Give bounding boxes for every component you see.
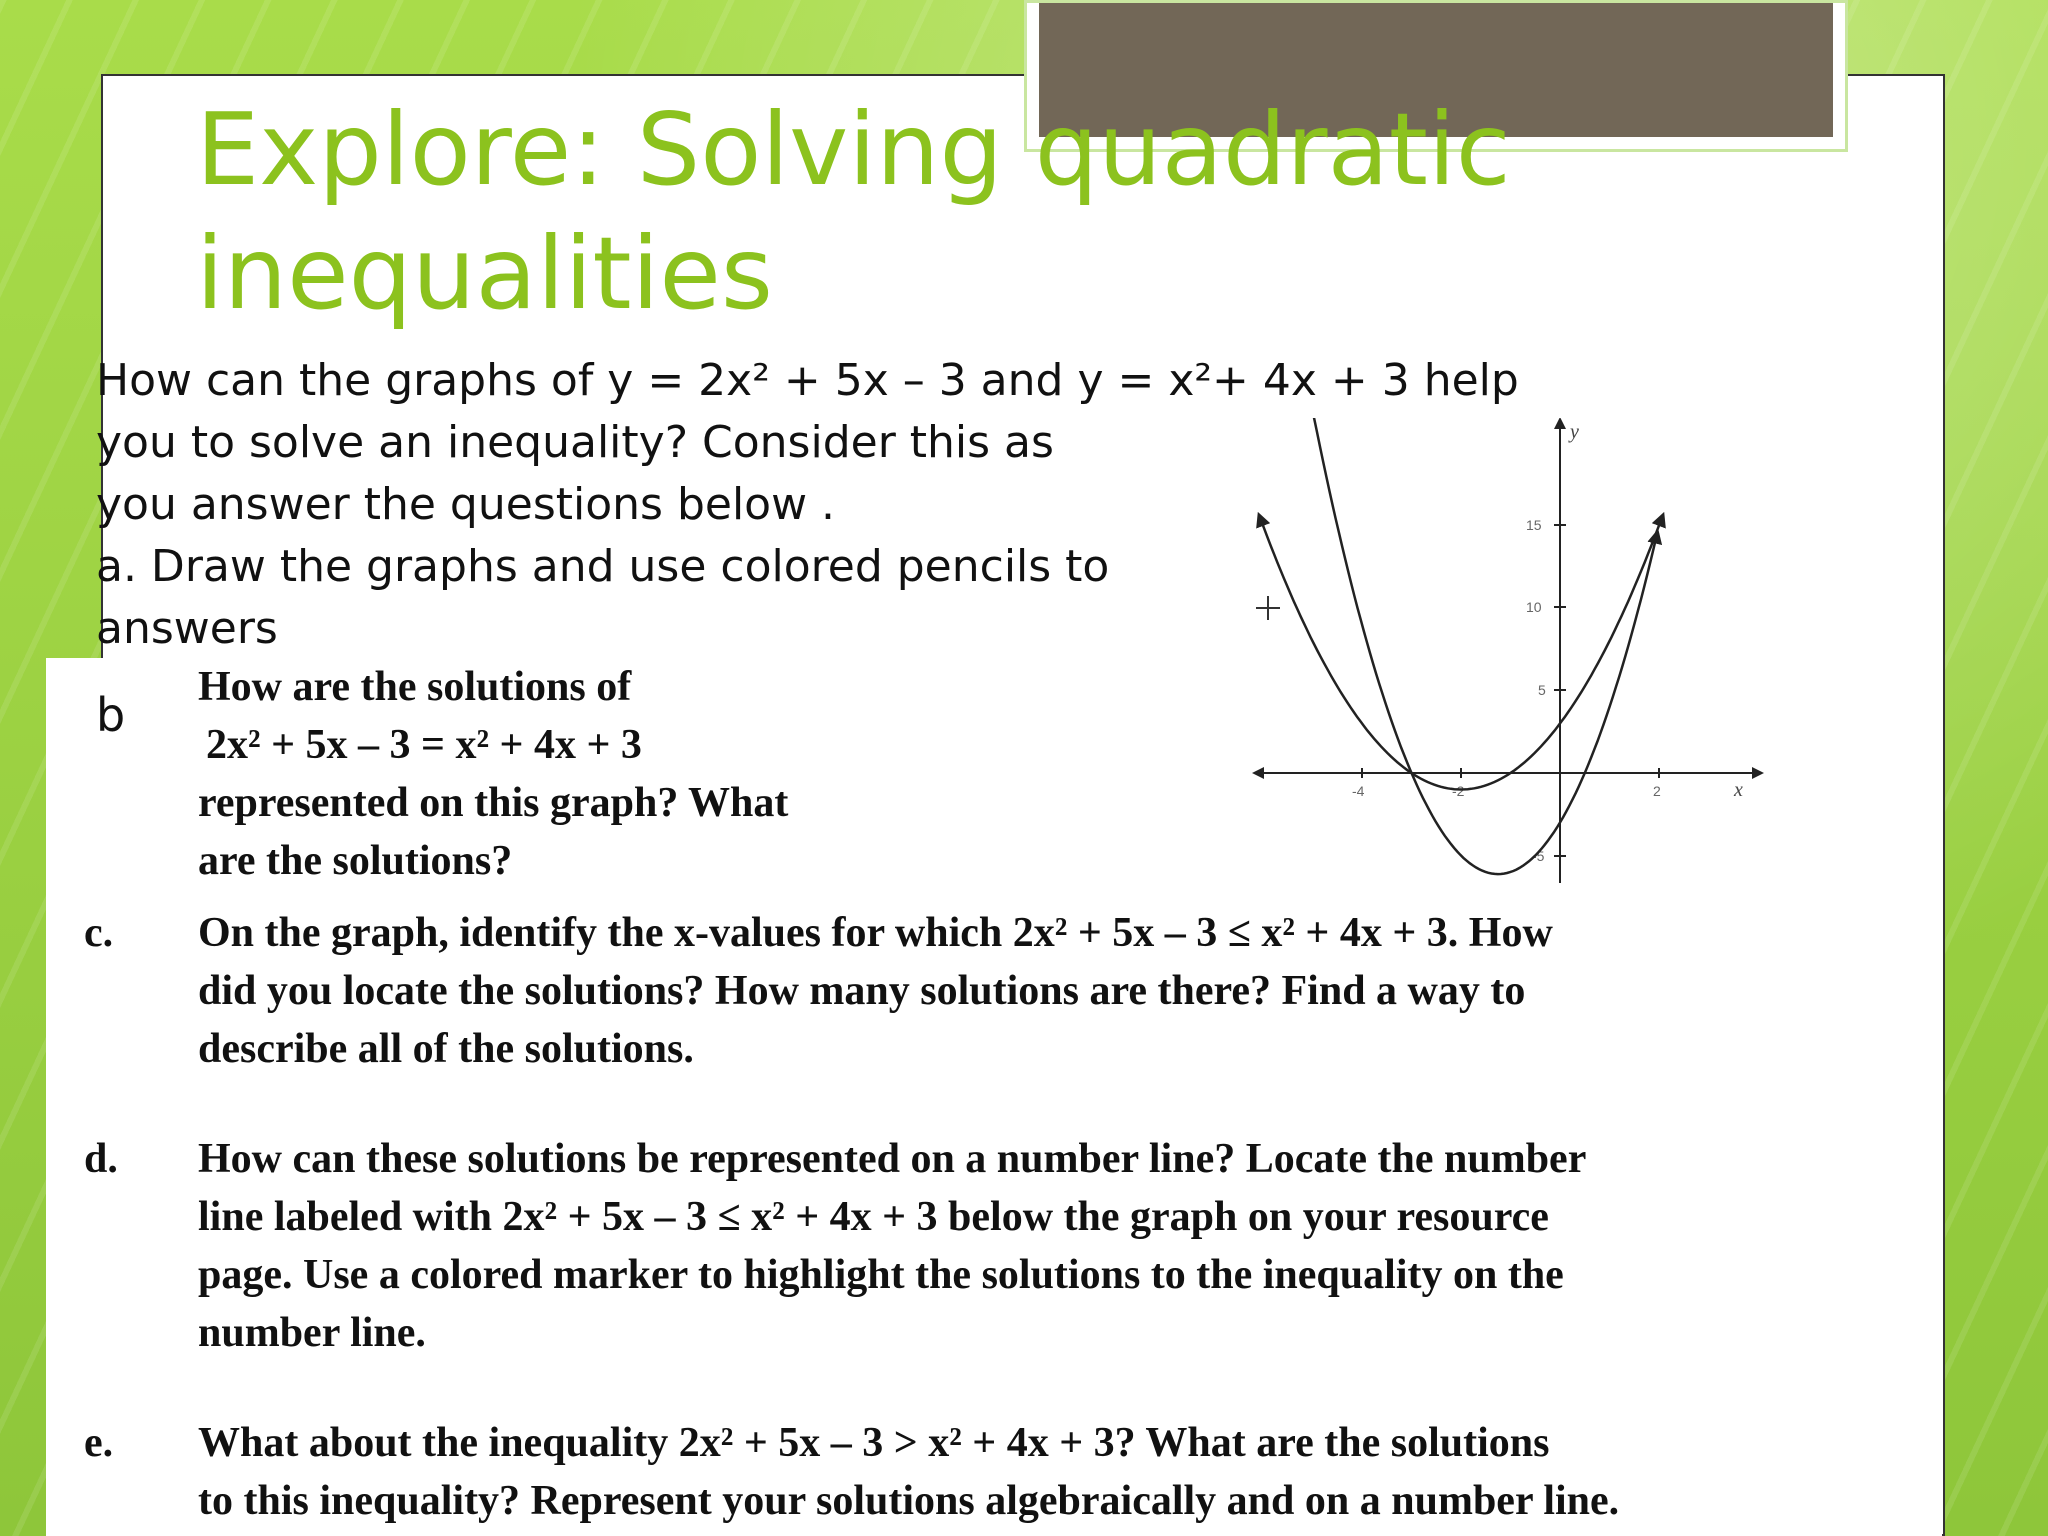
question-c-line: On the graph, identify the x-values for which 2x² + 5x – 3 ≤ x² + 4x + 3. How [198, 910, 1553, 956]
question-c-letter: c. [84, 910, 114, 956]
move-cursor-icon [1256, 596, 1280, 620]
question-d-line: number line. [198, 1310, 426, 1356]
question-b-line: are the solutions? [198, 838, 513, 884]
question-c [198, 904, 1553, 1078]
question-e [198, 1414, 1619, 1530]
question-e-letter: e. [84, 1420, 114, 1466]
intro-line: answers [96, 603, 278, 654]
x-tick-label: -4 [1352, 783, 1365, 799]
question-b-line: How are the solutions of [198, 664, 632, 710]
parabola-x2-4x-3 [1261, 519, 1662, 790]
y-tick-label: 5 [1538, 682, 1546, 698]
question-d-line: How can these solutions be represented on a number line? Locate the number [198, 1136, 1587, 1182]
question-b-line: represented on this graph? What [198, 780, 789, 826]
intro-line: a. Draw the graphs and use colored pencils to [96, 541, 1110, 592]
question-b-equation: 2x² + 5x – 3 = x² + 4x + 3 [206, 722, 642, 768]
intro-line: you answer the questions below . [96, 479, 836, 530]
parabola-graph [1248, 418, 1768, 888]
slide-title [196, 88, 1596, 336]
y-tick-label: -5 [1532, 848, 1545, 864]
question-d-letter: d. [84, 1136, 118, 1182]
question-c-line: did you locate the solutions? How many solutions are there? Find a way to [198, 968, 1526, 1014]
slide-title-line2: inequalities [196, 215, 774, 332]
intro-line: you to solve an inequality? Consider this as [96, 417, 1054, 468]
x-tick-label: -2 [1452, 783, 1465, 799]
y-axis-label: y [1570, 421, 1579, 443]
slide-title-line1: Explore: Solving quadratic [196, 91, 1511, 208]
y-tick-label: 10 [1526, 599, 1542, 615]
question-e-line: to this inequality? Represent your solutions algebraically and on a number line. [198, 1478, 1620, 1524]
question-e-line: What about the inequality 2x² + 5x – 3 > x² + 4x + 3? What are the solutions [198, 1420, 1550, 1466]
question-d-line: line labeled with 2x² + 5x – 3 ≤ x² + 4x + 3 below the graph on your resource [198, 1194, 1549, 1240]
intro-line: How can the graphs of y = 2x² + 5x – 3 and y = x²+ 4x + 3 help [96, 355, 1519, 406]
x-axis-label: x [1734, 779, 1743, 801]
parabola-2x2-5x-3 [1283, 418, 1657, 874]
question-b-letter: b [96, 688, 126, 742]
x-tick-label: 2 [1653, 783, 1661, 799]
question-b [198, 658, 788, 890]
question-d-line: page. Use a colored marker to highlight the solutions to the inequality on the [198, 1252, 1564, 1298]
y-tick-label: 15 [1526, 517, 1542, 533]
question-c-line: describe all of the solutions. [198, 1026, 694, 1072]
question-d [198, 1130, 1586, 1362]
